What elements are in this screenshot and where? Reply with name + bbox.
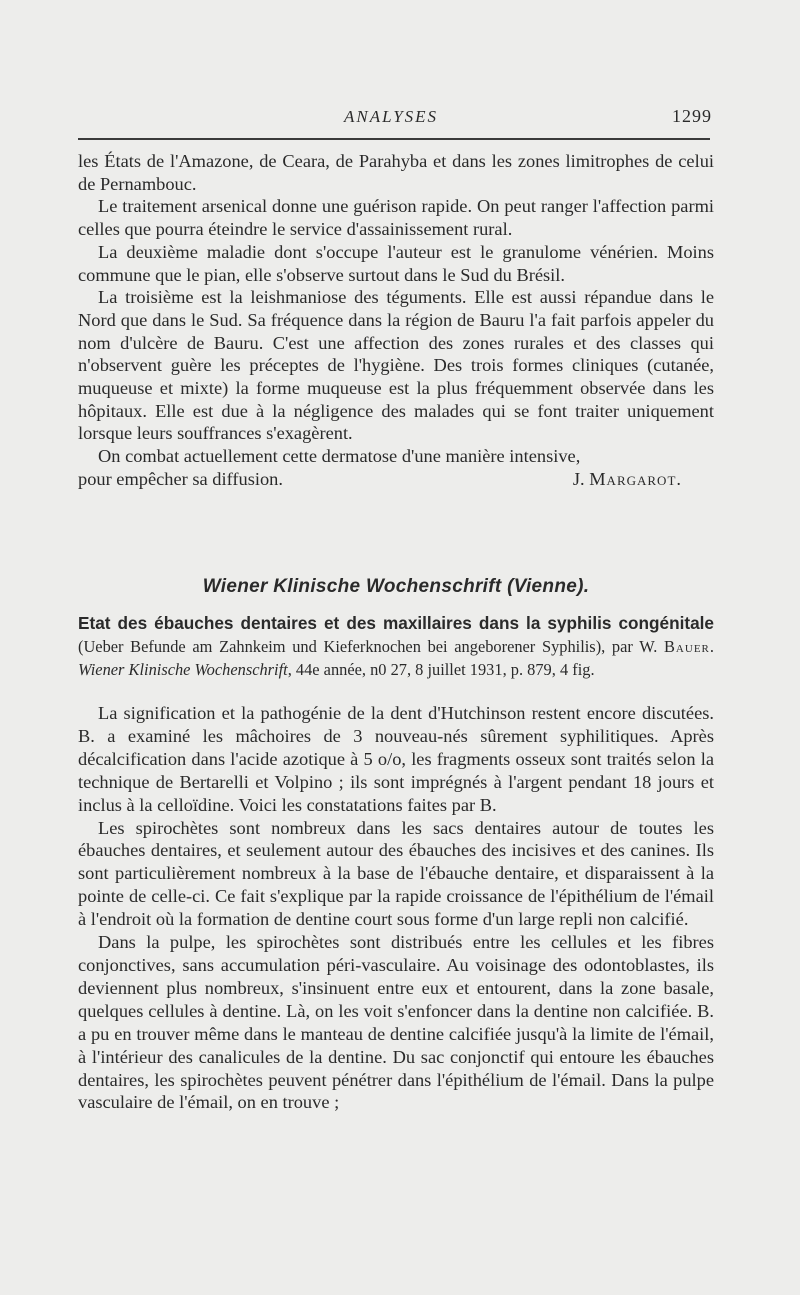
article-journal: Wiener Klinische Wochenschrift [78, 660, 288, 679]
signature-name: Margarot. [589, 468, 682, 489]
section-brazil-dermatoses [78, 150, 714, 491]
paragraph: les États de l'Amazone, de Ceara, de Parahyba et dans les zones limitrophes de celui de Pernambouc. [78, 151, 714, 194]
journal-heading: Wiener Klinische Wochenschrift (Vienne). [202, 576, 590, 597]
header-rule [78, 138, 710, 140]
author-signature [573, 468, 714, 491]
article-title: Etat des ébauches dentaires et des maxillaires dans la syphilis congénitale [78, 613, 714, 633]
article-original-title: (Ueber Befunde am Zahnkeim und Kieferknochen bei angeborener Syphilis), par W. [78, 637, 664, 656]
article-details: , 44e année, n0 27, 8 juillet 1931, p. 879, 4 fig. [287, 660, 595, 679]
paragraph-line: pour empêcher sa diffusion. [78, 468, 283, 489]
signature-initial: J. [572, 468, 590, 489]
closing-line [78, 468, 714, 491]
article-author: Bauer [664, 637, 710, 656]
paragraph-line: On combat actuellement cette dermatose d'une manière intensive, [98, 446, 581, 467]
paragraph: Les spirochètes sont nombreux dans les sacs dentaires autour de toutes les ébauches dentaires, et seulement autour des ébauches des incisives et des canines. Ils sont particulièrement nombreux à la base de l'ébauche dentaire, et disparaissent à la pointe de celle-ci. Ce fait s'explique par la rapide croissance de l'épithélium de l'émail à l'endroit où la formation de dentine court sous forme d'un large repli non calcifié. [78, 817, 714, 930]
running-title: ANALYSES [343, 107, 439, 126]
paragraph: La signification et la pathogénie de la dent d'Hutchinson restent encore discutées. B. a examiné les mâchoires de 3 nouveau-nés sûrement syphilitiques. Après décalcification dans l'acide azotique à 5 o/o, les fragments osseux sont traités selon la technique de Bertarelli et Volpino ; ils sont imprégnés à l'argent pendant 18 jours et inclus à la celloïdine. Voici les constatations faites par B. [78, 703, 714, 815]
article-separator: . [709, 637, 714, 656]
paragraph: Le traitement arsenical donne une guérison rapide. On peut ranger l'affection parmi celles que pourra éteindre le service d'assainissement rural. [78, 196, 714, 240]
section-hutchinson-teeth [78, 702, 714, 1114]
running-header [80, 106, 712, 127]
paragraph: Dans la pulpe, les spirochètes sont distribués entre les cellules et les fibres conjonctives, sans accumulation péri-vasculaire. Au voisinage des odontoblastes, ils deviennent plus nombreux, s'insinuent entre eux et entourent, dans la zone basale, quelques cellules à dentine. Là, on les voit s'enfoncer dans la dentine non calcifiée. B. a pu en trouver même dans le manteau de dentine calcifiée jusqu'à la limite de l'émail, à l'intérieur des canalicules de la dentine. Du sac conjonctif qui entoure les ébauches dentaires, les spirochètes peuvent pénétrer dans l'épithélium de l'émail. Dans la pulpe vasculaire de l'émail, on en trouve ; [78, 932, 714, 1113]
page-number: 1299 [672, 106, 712, 126]
paragraph: La deuxième maladie dont s'occupe l'auteur est le granulome vénérien. Moins commune que le pian, elle s'observe surtout dans le Sud du Brésil. [78, 241, 714, 285]
article-reference [78, 612, 714, 682]
paragraph: La troisième est la leishmaniose des téguments. Elle est aussi répandue dans le Nord que dans le Sud. Sa fréquence dans la région de Bauru l'a fait parfois appeler du nom d'ulcère de Bauru. C'est une affection des zones rurales et des classes qui n'observent guère les préceptes de l'hygiène. Des trois formes cliniques (cutanée, muqueuse et mixte) la forme muqueuse est la plus fréquemment observée dans les hôpitaux. Elle est due à la négligence des malades qui se font traiter uniquement lorsque leurs souffrances s'exagèrent. [78, 287, 714, 444]
paragraph [78, 445, 714, 468]
